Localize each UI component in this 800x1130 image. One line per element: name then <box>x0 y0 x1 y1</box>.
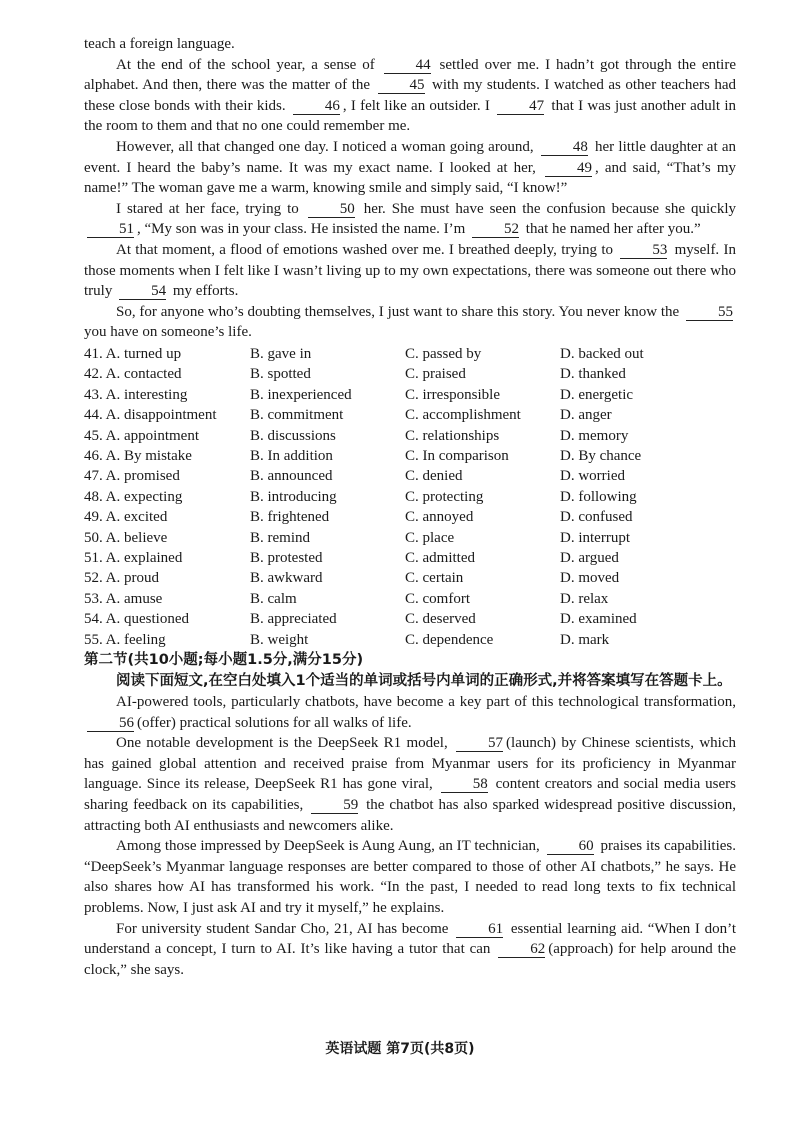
text-run: , “My son was in your class. He insisted the name. I’m <box>137 221 470 238</box>
option-42-C: C. praised <box>405 366 466 383</box>
option-50-A: 50. A. believe <box>84 529 168 546</box>
option-48-A: 48. A. expecting <box>84 488 183 505</box>
option-50-C: C. place <box>405 529 455 546</box>
option-51-D: D. argued <box>560 549 619 566</box>
text-run: (launch) by Chinese scientists, which has gained global attention and received praise from Myanmar users for its proficiency in Myanmar language. Since its release, DeepSeek R1 has gone viral, <box>84 735 736 793</box>
paragraph <box>84 199 736 240</box>
option-43-A: 43. A. interesting <box>84 386 188 403</box>
text-run: with my students. I watched as other teachers had these close bonds with their kids. <box>84 77 737 114</box>
text-run: praises its capabilities. “DeepSeek’s Myanmar language responses are better compared to those of other AI chatbots,” he says. He also shares how AI has transformed his work. “In the past, I needed to read long texts to fix technical problems. Now, I just ask AI and try it myself,” he explains. <box>84 838 736 916</box>
blank-52: 52 <box>472 222 519 238</box>
blank-54: 54 <box>119 284 166 300</box>
passage-fill-in <box>84 692 736 980</box>
paragraph <box>84 733 736 836</box>
blank-48: 48 <box>541 140 588 156</box>
option-53-C: C. comfort <box>405 590 470 607</box>
option-45-D: D. memory <box>560 427 629 444</box>
blank-55: 55 <box>686 305 733 321</box>
text-run: At the end of the school year, a sense of <box>116 56 381 73</box>
blank-56: 56 <box>87 716 134 732</box>
text-run: (approach) for help around the clock,” she says. <box>84 941 736 978</box>
option-49-C: C. annoyed <box>405 509 474 526</box>
option-46-B: B. In addition <box>250 447 333 464</box>
text-run: essential learning aid. “When I don’t understand a concept, I turn to AI. It’s like having a tutor that can <box>84 920 736 958</box>
text-run: my efforts. <box>169 283 239 300</box>
paragraph <box>84 34 736 55</box>
option-50-D: D. interrupt <box>560 529 630 546</box>
option-51-B: B. protested <box>250 549 323 566</box>
option-54-D: D. examined <box>560 611 637 628</box>
option-45-C: C. relationships <box>405 427 500 444</box>
paragraph <box>84 302 736 343</box>
text-run: you have on someone’s life. <box>84 324 252 341</box>
text-run: One notable development is the DeepSeek R1 model, <box>116 735 454 752</box>
blank-50: 50 <box>308 202 355 218</box>
option-41-A: 41. A. turned up <box>84 345 182 362</box>
option-55-C: C. dependence <box>405 631 494 648</box>
option-55-B: B. weight <box>250 631 309 648</box>
option-55-A: 55. A. feeling <box>84 631 166 648</box>
option-52-D: D. moved <box>560 570 620 587</box>
text-run: content creators and social media users sharing feedback on its capabilities, <box>84 776 736 813</box>
option-49-B: B. frightened <box>250 509 330 526</box>
option-41-D: D. backed out <box>560 345 644 362</box>
option-53-B: B. calm <box>250 590 297 607</box>
paragraph <box>84 919 736 981</box>
option-50-B: B. remind <box>250 529 310 546</box>
paragraph <box>84 692 736 733</box>
text-run: (offer) practical solutions for all walks of life. <box>137 714 412 731</box>
text-run: her. She must have seen the confusion because she quickly <box>357 200 736 217</box>
text-run: , and said, “That’s my name!” The woman gave me a warm, knowing smile and simply said, “I know!” <box>84 159 736 197</box>
blank-53: 53 <box>620 243 667 259</box>
option-42-B: B. spotted <box>250 366 311 383</box>
option-44-B: B. commitment <box>250 407 344 424</box>
option-52-A: 52. A. proud <box>84 570 159 587</box>
blank-62: 62 <box>498 942 545 958</box>
text-run: For university student Sandar Cho, 21, AI has become <box>116 920 454 937</box>
option-48-D: D. following <box>560 488 637 505</box>
option-42-D: D. thanked <box>560 366 626 383</box>
blank-59: 59 <box>311 798 358 814</box>
text-run: I stared at her face, trying to <box>116 200 305 217</box>
text-run: So, for anyone who’s doubting themselves, I just want to share this story. You never know the <box>116 303 683 320</box>
blank-60: 60 <box>547 839 594 855</box>
option-47-D: D. worried <box>560 468 625 485</box>
option-41-C: C. passed by <box>405 345 482 362</box>
section-instruction: 阅读下面短文,在空白处填入1个适当的单词或括号内单词的正确形式,并将答案填写在答题卡上。 <box>116 673 732 689</box>
passage-cloze <box>84 34 736 343</box>
text-run: that I was just another adult in the room to them and that no one could remember me. <box>84 97 736 135</box>
blank-57: 57 <box>456 736 503 752</box>
blank-49: 49 <box>545 161 592 177</box>
paragraph <box>84 137 736 199</box>
text-run: settled over me. I hadn’t got through the entire alphabet. And then, there was the matter of the <box>84 56 736 94</box>
option-49-D: D. confused <box>560 509 633 526</box>
option-47-C: C. denied <box>405 468 463 485</box>
option-53-A: 53. A. amuse <box>84 590 163 607</box>
option-48-C: C. protecting <box>405 488 484 505</box>
section-heading: 第二节(共10小题;每小题1.5分,满分15分) <box>84 652 364 668</box>
option-54-A: 54. A. questioned <box>84 611 189 628</box>
option-52-C: C. certain <box>405 570 464 587</box>
option-41-B: B. gave in <box>250 345 312 362</box>
page-footer: 英语试题 第7页(共8页) <box>325 1041 475 1057</box>
text-run: Among those impressed by DeepSeek is Aung Aung, an IT technician, <box>116 838 544 855</box>
option-44-A: 44. A. disappointment <box>84 407 217 424</box>
option-53-D: D. relax <box>560 590 609 607</box>
option-44-C: C. accomplishment <box>405 407 521 424</box>
option-51-C: C. admitted <box>405 549 475 566</box>
option-45-A: 45. A. appointment <box>84 427 199 444</box>
option-45-B: B. discussions <box>250 427 336 444</box>
text-run: the chatbot has also sparked widespread positive discussion, attracting both AI enthusiasts and newcomers alike. <box>84 796 736 834</box>
text-run: However, all that changed one day. I noticed a woman going around, <box>116 138 538 155</box>
blank-61: 61 <box>456 922 503 938</box>
blank-46: 46 <box>293 99 340 115</box>
option-46-D: D. By chance <box>560 447 642 464</box>
blank-51: 51 <box>87 222 134 238</box>
blank-58: 58 <box>441 777 488 793</box>
option-42-A: 42. A. contacted <box>84 366 182 383</box>
option-43-B: B. inexperienced <box>250 386 352 403</box>
blank-44: 44 <box>384 58 431 74</box>
option-43-C: C. irresponsible <box>405 386 500 403</box>
options-table <box>84 344 736 650</box>
option-47-A: 47. A. promised <box>84 468 180 485</box>
paragraph <box>84 836 736 918</box>
option-54-B: B. appreciated <box>250 611 337 628</box>
blank-47: 47 <box>497 99 544 115</box>
option-46-A: 46. A. By mistake <box>84 447 192 464</box>
option-54-C: C. deserved <box>405 611 476 628</box>
option-47-B: B. announced <box>250 468 333 485</box>
exam-page <box>84 34 736 980</box>
option-46-C: C. In comparison <box>405 447 509 464</box>
option-52-B: B. awkward <box>250 570 323 587</box>
text-run: At that moment, a flood of emotions washed over me. I breathed deeply, trying to <box>116 241 618 258</box>
option-49-A: 49. A. excited <box>84 509 168 526</box>
text-run: AI-powered tools, particularly chatbots, have become a key part of this technological transformation, <box>116 694 736 710</box>
option-43-D: D. energetic <box>560 386 634 403</box>
paragraph <box>84 240 736 302</box>
option-51-A: 51. A. explained <box>84 549 183 566</box>
text-run: teach a foreign language. <box>84 36 235 52</box>
option-44-D: D. anger <box>560 407 612 424</box>
blank-45: 45 <box>378 78 425 94</box>
option-48-B: B. introducing <box>250 488 337 505</box>
text-run: that he named her after you.” <box>522 221 701 238</box>
paragraph <box>84 55 736 137</box>
text-run: , I felt like an outsider. I <box>342 97 495 114</box>
text-run: her little daughter at an event. I heard the baby’s name. It was my exact name. I looked at her, <box>84 138 737 176</box>
option-55-D: D. mark <box>560 631 610 648</box>
text-run: myself. In those moments when I felt like I wasn’t living up to my own expectations, there was someone out there who truly <box>84 241 736 300</box>
